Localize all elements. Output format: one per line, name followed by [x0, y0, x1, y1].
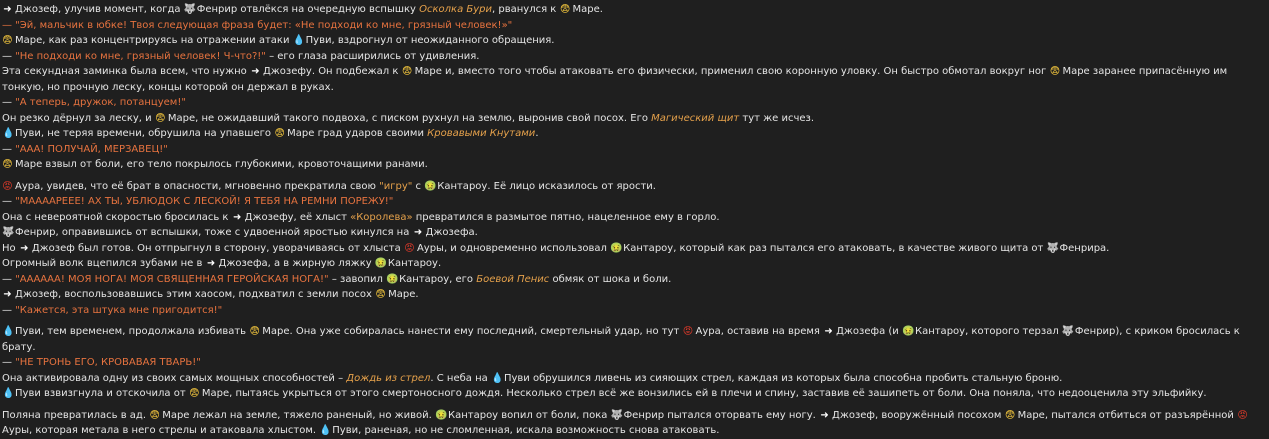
narration-text: Маре.: [572, 4, 603, 15]
narration-text: Маре, пытаясь укрыться от этого смертоносного дождя. Несколько стрел всё же вонзились ей в плечи и спину, заставив её зашипеть от боли. Она поняла, что недооценила эту эльфийку.: [201, 388, 1207, 399]
narration-text: Эта секундная заминка была всем, что нужно: [2, 66, 250, 77]
narration-text: —: [2, 196, 16, 207]
narration-text: Маре заранее припасённую им тонкую, но прочную леску, концы которой он держал в руках.: [2, 66, 1228, 93]
narration-text: Маре, как раз концентрируясь на отражении атаки: [15, 35, 293, 46]
log-line: [2, 49, 1264, 65]
arrow-right-icon: ➜: [232, 211, 242, 223]
narration-text: обмяк от шока и боли.: [549, 273, 672, 285]
narration-text: Поляна превратилась в ад.: [2, 409, 150, 421]
angry-face-icon: 😡: [2, 180, 13, 192]
narration-text: Джозефа, а в жирную ляжку: [218, 258, 375, 269]
log-line: [2, 287, 1264, 303]
log-line: [2, 18, 1264, 34]
narration-text: – завопил: [328, 273, 387, 285]
narration-text: —: [2, 50, 16, 62]
log-line: [2, 371, 1264, 387]
narration-text: Кантароу, который как раз пытался его атаковать, в качестве живого щита от: [623, 242, 1047, 254]
log-line: [2, 386, 1264, 402]
angry-face-icon: 😡: [682, 326, 694, 337]
narration-text: Кантароу, его: [399, 273, 477, 285]
narration-text: Пуви, не теряя времени, обрушила на упавшего: [15, 128, 275, 139]
fearful-face-icon: 😨: [375, 289, 386, 300]
fearful-face-icon: 😨: [2, 159, 13, 170]
speech-text: "ААА! ПОЛУЧАЙ, МЕРЗАВЕЦ!": [15, 143, 168, 155]
narration-text: Но: [2, 242, 19, 254]
narration-text: Кантароу.: [387, 258, 442, 269]
emphasis-text: "игру": [379, 180, 413, 192]
narration-text: Фенрир, оправившись от вспышки, тоже с удвоенной яростью кинулся на: [15, 227, 413, 238]
fearful-face-icon: 😨: [559, 4, 571, 15]
angry-face-icon: 😡: [1237, 409, 1248, 421]
log-line: [2, 324, 1264, 355]
wolf-icon: 🐺: [183, 4, 197, 15]
narration-text: Огромный волк вцепился зубами не в: [2, 258, 206, 269]
narration-text: Маре. Она уже собиралась нанести ему последний, смертельный удар, но тут: [262, 326, 683, 337]
arrow-right-icon: ➜: [20, 242, 29, 254]
arrow-right-icon: ➜: [251, 66, 260, 77]
narration-text: Кантароу. Её лицо исказилось от ярости.: [437, 180, 656, 192]
blood-drop-icon: 💧: [2, 128, 15, 139]
narration-text: – его глаза расширились от удивления.: [265, 50, 480, 62]
narration-text: Джозеф, вооружённый посохом: [832, 409, 1005, 421]
narration-text: Фенрир), с криком бросилась к брату.: [2, 326, 1240, 353]
log-line: [2, 95, 1264, 111]
narration-text: Маре и, вместо того чтобы атаковать его физически, применил свою коронную уловку. Он быстро обмотал вокруг ног: [414, 66, 1050, 77]
speech-text: — "Эй, мальчик в юбке! Твоя следующая фраза будет: «Не подходи ко мне, грязный человек!»": [2, 19, 513, 31]
fearful-face-icon: 😨: [274, 128, 285, 139]
narration-text: Джозефа.: [425, 227, 478, 238]
emphasis-text: «Королева»: [350, 211, 413, 223]
narration-text: Джозефу, её хлыст: [244, 211, 351, 223]
log-line: [2, 210, 1264, 226]
wolf-icon: 🐺: [1046, 242, 1059, 254]
blood-drop-icon: 💧: [2, 388, 15, 399]
narration-text: Ауры, которая метала в него стрелы и атаковала хлыстом.: [2, 425, 320, 436]
blood-drop-icon: 💧: [490, 372, 504, 384]
narration-text: Пуви обрушился ливень из сияющих стрел, каждая из которых была способна пробить стальную броню.: [503, 372, 1063, 384]
narration-text: Ауры, и одновременно использовал: [416, 242, 611, 254]
narration-text: Джозеф, улучив момент, когда: [15, 4, 184, 15]
speech-text: "МААААРЕЕЕ! АХ ТЫ, УБЛЮДОК С ЛЕСКОЙ! Я ТЕБЯ НА РЕМНИ ПОРЕЖУ!": [15, 196, 394, 207]
arrow-right-icon: ➜: [413, 227, 423, 238]
fearful-face-icon: 😨: [155, 112, 166, 124]
log-line: [2, 303, 1264, 319]
narration-text: Фенрир отвлёкся на очередную вспышку: [196, 4, 420, 15]
log-line: [2, 142, 1264, 158]
narration-text: Пуви, вздрогнул от неожиданного обращения.: [305, 35, 555, 46]
ability-name: Кровавыми Кнутами: [427, 128, 536, 139]
log-line: [2, 355, 1264, 371]
narration-text: Фенрир пытался оторвать ему ногу.: [623, 409, 820, 421]
narration-text: Джозеф был готов. Он отпрыгнул в сторону, уворачиваясь от хлыста: [31, 242, 404, 254]
narration-text: .: [535, 128, 539, 139]
fearful-face-icon: 😨: [401, 66, 413, 77]
speech-text: "Не подходи ко мне, грязный человек! Ч-что?!": [15, 50, 266, 62]
wolf-icon: 🐺: [1061, 326, 1075, 337]
narration-text: Маре взвыл от боли, его тело покрылось глубокими, кровоточащими ранами.: [15, 159, 428, 170]
narration-text: Пуви взвизгнула и отскочила от: [15, 388, 189, 399]
narration-text: Аура, увидев, что её брат в опасности, мгновенно прекратила свою: [15, 180, 380, 192]
speech-text: "АААААА! МОЯ НОГА! МОЯ СВЯЩЕННАЯ ГЕРОЙСКАЯ НОГА!": [15, 273, 329, 285]
log-line: [2, 272, 1264, 288]
speech-text: "НЕ ТРОНЬ ЕГО, КРОВАВАЯ ТВАРЬ!": [15, 357, 201, 368]
arrow-right-icon: ➜: [824, 326, 833, 337]
narration-text: —: [2, 273, 16, 285]
narration-text: Она с невероятной скоростью бросилась к: [2, 211, 232, 223]
blood-drop-icon: 💧: [2, 326, 15, 337]
arrow-right-icon: ➜: [820, 409, 829, 421]
ability-name: Магический щит: [651, 112, 740, 124]
narration-text: —: [2, 304, 16, 316]
speech-text: "Кажется, эта штука мне пригодится!": [15, 304, 223, 316]
blood-drop-icon: 💧: [319, 425, 332, 436]
narration-text: Аура, оставив на время: [695, 326, 824, 337]
arrow-right-icon: ➜: [3, 4, 12, 15]
arrow-right-icon: ➜: [3, 289, 12, 300]
log-line: [2, 64, 1264, 95]
narration-text: Джозеф, воспользовавшись этим хаосом, подхватил с земли посох: [15, 289, 376, 300]
nauseated-face-icon: 🤢: [435, 409, 448, 421]
blood-drop-icon: 💧: [292, 35, 306, 46]
narration-text: Джозефа (и: [836, 326, 902, 337]
chat-log: [2, 0, 1264, 439]
narration-text: Маре лежал на земле, тяжело раненый, но живой.: [162, 409, 435, 421]
fearful-face-icon: 😨: [1049, 66, 1061, 77]
narration-text: Маре град ударов своими: [287, 128, 428, 139]
narration-text: —: [2, 97, 16, 108]
ability-name: Дождь из стрел: [346, 372, 431, 384]
log-line: [2, 126, 1264, 142]
narration-text: Она активировала одну из своих самых мощных способностей –: [2, 372, 347, 384]
log-line: [2, 225, 1264, 241]
fearful-face-icon: 😨: [1004, 409, 1016, 421]
log-line: [2, 256, 1264, 272]
wolf-icon: 🐺: [610, 409, 624, 421]
arrow-right-icon: ➜: [206, 258, 216, 269]
fearful-face-icon: 😨: [2, 35, 13, 46]
nauseated-face-icon: 🤢: [901, 326, 915, 337]
log-line: [2, 157, 1264, 173]
fearful-face-icon: 😨: [149, 409, 160, 421]
narration-text: Кантароу, которого терзал: [914, 326, 1062, 337]
narration-text: Он резко дёрнул за леску, и: [2, 112, 155, 124]
fearful-face-icon: 😨: [189, 388, 200, 399]
log-line: [2, 33, 1264, 49]
narration-text: , рванулся к: [492, 4, 560, 15]
narration-text: —: [2, 357, 16, 368]
log-line: [2, 111, 1264, 127]
narration-text: Маре, пытался отбиться от разъярённой: [1017, 409, 1238, 421]
narration-text: превратился в размытое пятно, нацеленное ему в горло.: [412, 211, 720, 223]
narration-text: тут же исчез.: [739, 112, 815, 124]
fearful-face-icon: 😨: [249, 326, 260, 337]
log-line: [2, 408, 1264, 439]
nauseated-face-icon: 🤢: [374, 258, 388, 269]
log-line: [2, 241, 1264, 257]
nauseated-face-icon: 🤢: [386, 273, 399, 285]
ability-name: Боевой Пенис: [476, 273, 550, 285]
narration-text: Фенрира.: [1059, 242, 1110, 254]
ability-name: Осколка Бури: [419, 4, 493, 15]
narration-text: . С неба на: [430, 372, 491, 384]
nauseated-face-icon: 🤢: [610, 242, 623, 254]
narration-text: Маре, не ожидавший такого подвоха, с писком рухнул на землю, выронив свой посох. Его: [167, 112, 652, 124]
speech-text: "А теперь, дружок, потанцуем!": [15, 97, 186, 108]
narration-text: Маре.: [388, 289, 419, 300]
wolf-icon: 🐺: [2, 227, 15, 238]
log-line: [2, 194, 1264, 210]
narration-text: с: [412, 180, 425, 192]
narration-text: Пуви, раненая, но не сломленная, искала возможность снова атаковать.: [332, 425, 720, 436]
narration-text: Джозефу. Он подбежал к: [262, 66, 402, 77]
angry-face-icon: 😡: [404, 242, 415, 254]
nauseated-face-icon: 🤢: [424, 180, 437, 192]
narration-text: Пуви, тем временем, продолжала избивать: [15, 326, 250, 337]
narration-text: —: [2, 143, 16, 155]
log-line: [2, 2, 1264, 18]
narration-text: Кантароу вопил от боли, пока: [448, 409, 611, 421]
log-line: [2, 179, 1264, 195]
